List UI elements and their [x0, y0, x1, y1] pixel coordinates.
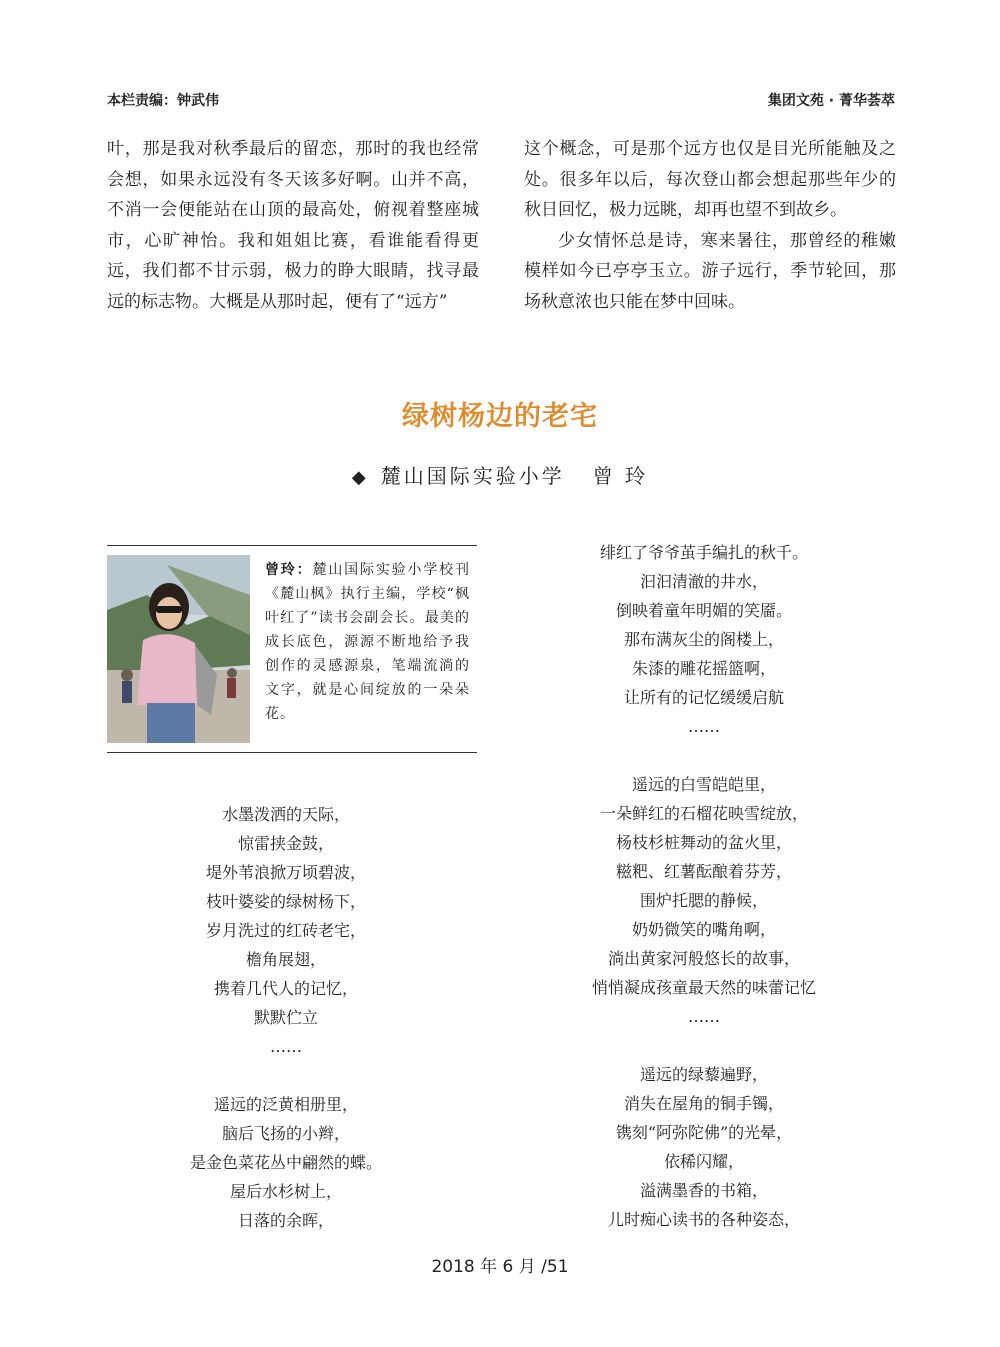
poem-line: 悄悄凝成孩童最天然的味蕾记忆: [591, 978, 816, 997]
poem-line: 默默伫立: [253, 1008, 318, 1027]
poem-line: ……: [688, 1007, 720, 1026]
stanza-break: [514, 741, 894, 770]
author-name: 曾 玲: [592, 464, 649, 488]
author-photo: [107, 555, 250, 743]
bio-description: 麓山国际实验小学校刊《麓山枫》执行主编，学校“枫叶红了”读书会副会长。最美的成长底色，源源不断地给予我创作的灵感源泉，笔端流淌的文字，就是心间绽放的一朵朵花。: [265, 562, 470, 722]
poem-line: 日落的余晖，: [237, 1211, 334, 1230]
poem-line: 绯红了爷爷茧手编扎的秋千。: [599, 543, 808, 562]
article-title: 绿树杨边的老宅: [402, 401, 598, 432]
poem-left-column: [96, 800, 476, 1235]
poem-line: 水墨泼洒的天际，: [221, 805, 350, 824]
header-editor: 本栏责编：钟武伟: [107, 93, 219, 109]
poem-line: 围炉托腮的静候，: [639, 891, 768, 910]
poem-line: 那布满灰尘的阁楼上，: [623, 630, 784, 649]
poem-line: 汩汩清澈的井水，: [639, 572, 768, 591]
prose-left-paragraph: 叶，那是我对秋季最后的留恋，那时的我也经常会想，如果永远没有冬天该多好啊。山并不高，不消一会便能站在山顶的最高处，俯视着整座城市，心旷神怡。我和姐姐比赛，看谁能看得更远，我们都不甘示弱，极力的睁大眼睛，找寻最远的标志物。大概是从那时起，便有了“远方”: [107, 139, 479, 312]
poem-line: ……: [270, 1037, 302, 1056]
author-bio-text: [265, 558, 470, 726]
poem-line: 杨枝杉桩舞动的盆火里，: [615, 833, 792, 852]
bio-name: 曾玲：: [265, 562, 313, 578]
prose-right-column: [524, 134, 896, 317]
header-section: 集团文苑 · 菁华荟萃: [767, 93, 895, 109]
stanza-break: [96, 1061, 476, 1090]
poem-line: 惊雷挟金鼓，: [237, 834, 334, 853]
poem-line: 一朵鲜红的石榴花映雪绽放，: [599, 804, 808, 823]
author-school: 麓山国际实验小学: [380, 464, 565, 488]
poem-line: 朱漆的雕花摇篮啊，: [631, 659, 776, 678]
poem-right-column: [514, 538, 894, 1234]
poem-line: 堤外苇浪掀万顷碧波，: [205, 863, 366, 882]
poem-line: 镌刻“阿弥陀佛”的光晕，: [615, 1123, 793, 1142]
poem-line: 脑后飞扬的小辫，: [221, 1124, 350, 1143]
poem-line: 让所有的记忆缓缓启航: [623, 688, 784, 707]
poem-line: 携着几代人的记忆，: [213, 979, 358, 998]
page-footer: 2018 年 6 月 /51: [431, 1257, 569, 1277]
poem-line: 枝叶婆娑的绿树杨下，: [205, 892, 366, 911]
poem-line: 是金色菜花丛中翩然的蝶。: [189, 1153, 382, 1172]
poem-line: 儿时痴心读书的各种姿态，: [607, 1210, 800, 1229]
stanza-break: [514, 1031, 894, 1060]
poem-line: 奶奶微笑的嘴角啊，: [631, 920, 776, 939]
article-byline: [0, 460, 1000, 489]
poem-line: 屋后水杉树上，: [229, 1182, 342, 1201]
poem-line: 溢满墨香的书箱，: [639, 1181, 768, 1200]
poem-line: 依稀闪耀，: [663, 1152, 744, 1171]
poem-line: ……: [688, 717, 720, 736]
poem-line: 檐角展翅，: [245, 950, 326, 969]
poem-line: 倒映着童年明媚的笑靥。: [615, 601, 792, 620]
poem-line: 淌出黄家河般悠长的故事，: [607, 949, 800, 968]
poem-line: 遥远的白雪皑皑里，: [631, 775, 776, 794]
prose-right-paragraph-2: 少女情怀总是诗，寒来暑往，那曾经的稚嫩模样如今已亭亭玉立。游子远行，季节轮回，那场秋意浓也只能在梦中回味。: [524, 230, 896, 312]
poem-line: 糍粑、红薯酝酿着芬芳，: [615, 862, 792, 881]
poem-line: 遥远的泛黄相册里，: [213, 1095, 358, 1114]
author-bio-box: [107, 545, 477, 753]
poem-line: 遥远的绿藜遍野，: [639, 1065, 768, 1084]
diamond-icon: ◆: [351, 467, 369, 488]
poem-line: 消失在屋角的铜手镯，: [623, 1094, 784, 1113]
poem-line: 岁月洗过的红砖老宅，: [205, 921, 366, 940]
prose-right-paragraph-1: 这个概念，可是那个远方也仅是目光所能触及之处。很多年以后，每次登山都会想起那些年少的秋日回忆，极力远眺，却再也望不到故乡。: [524, 139, 896, 220]
prose-left-column: [107, 134, 479, 317]
